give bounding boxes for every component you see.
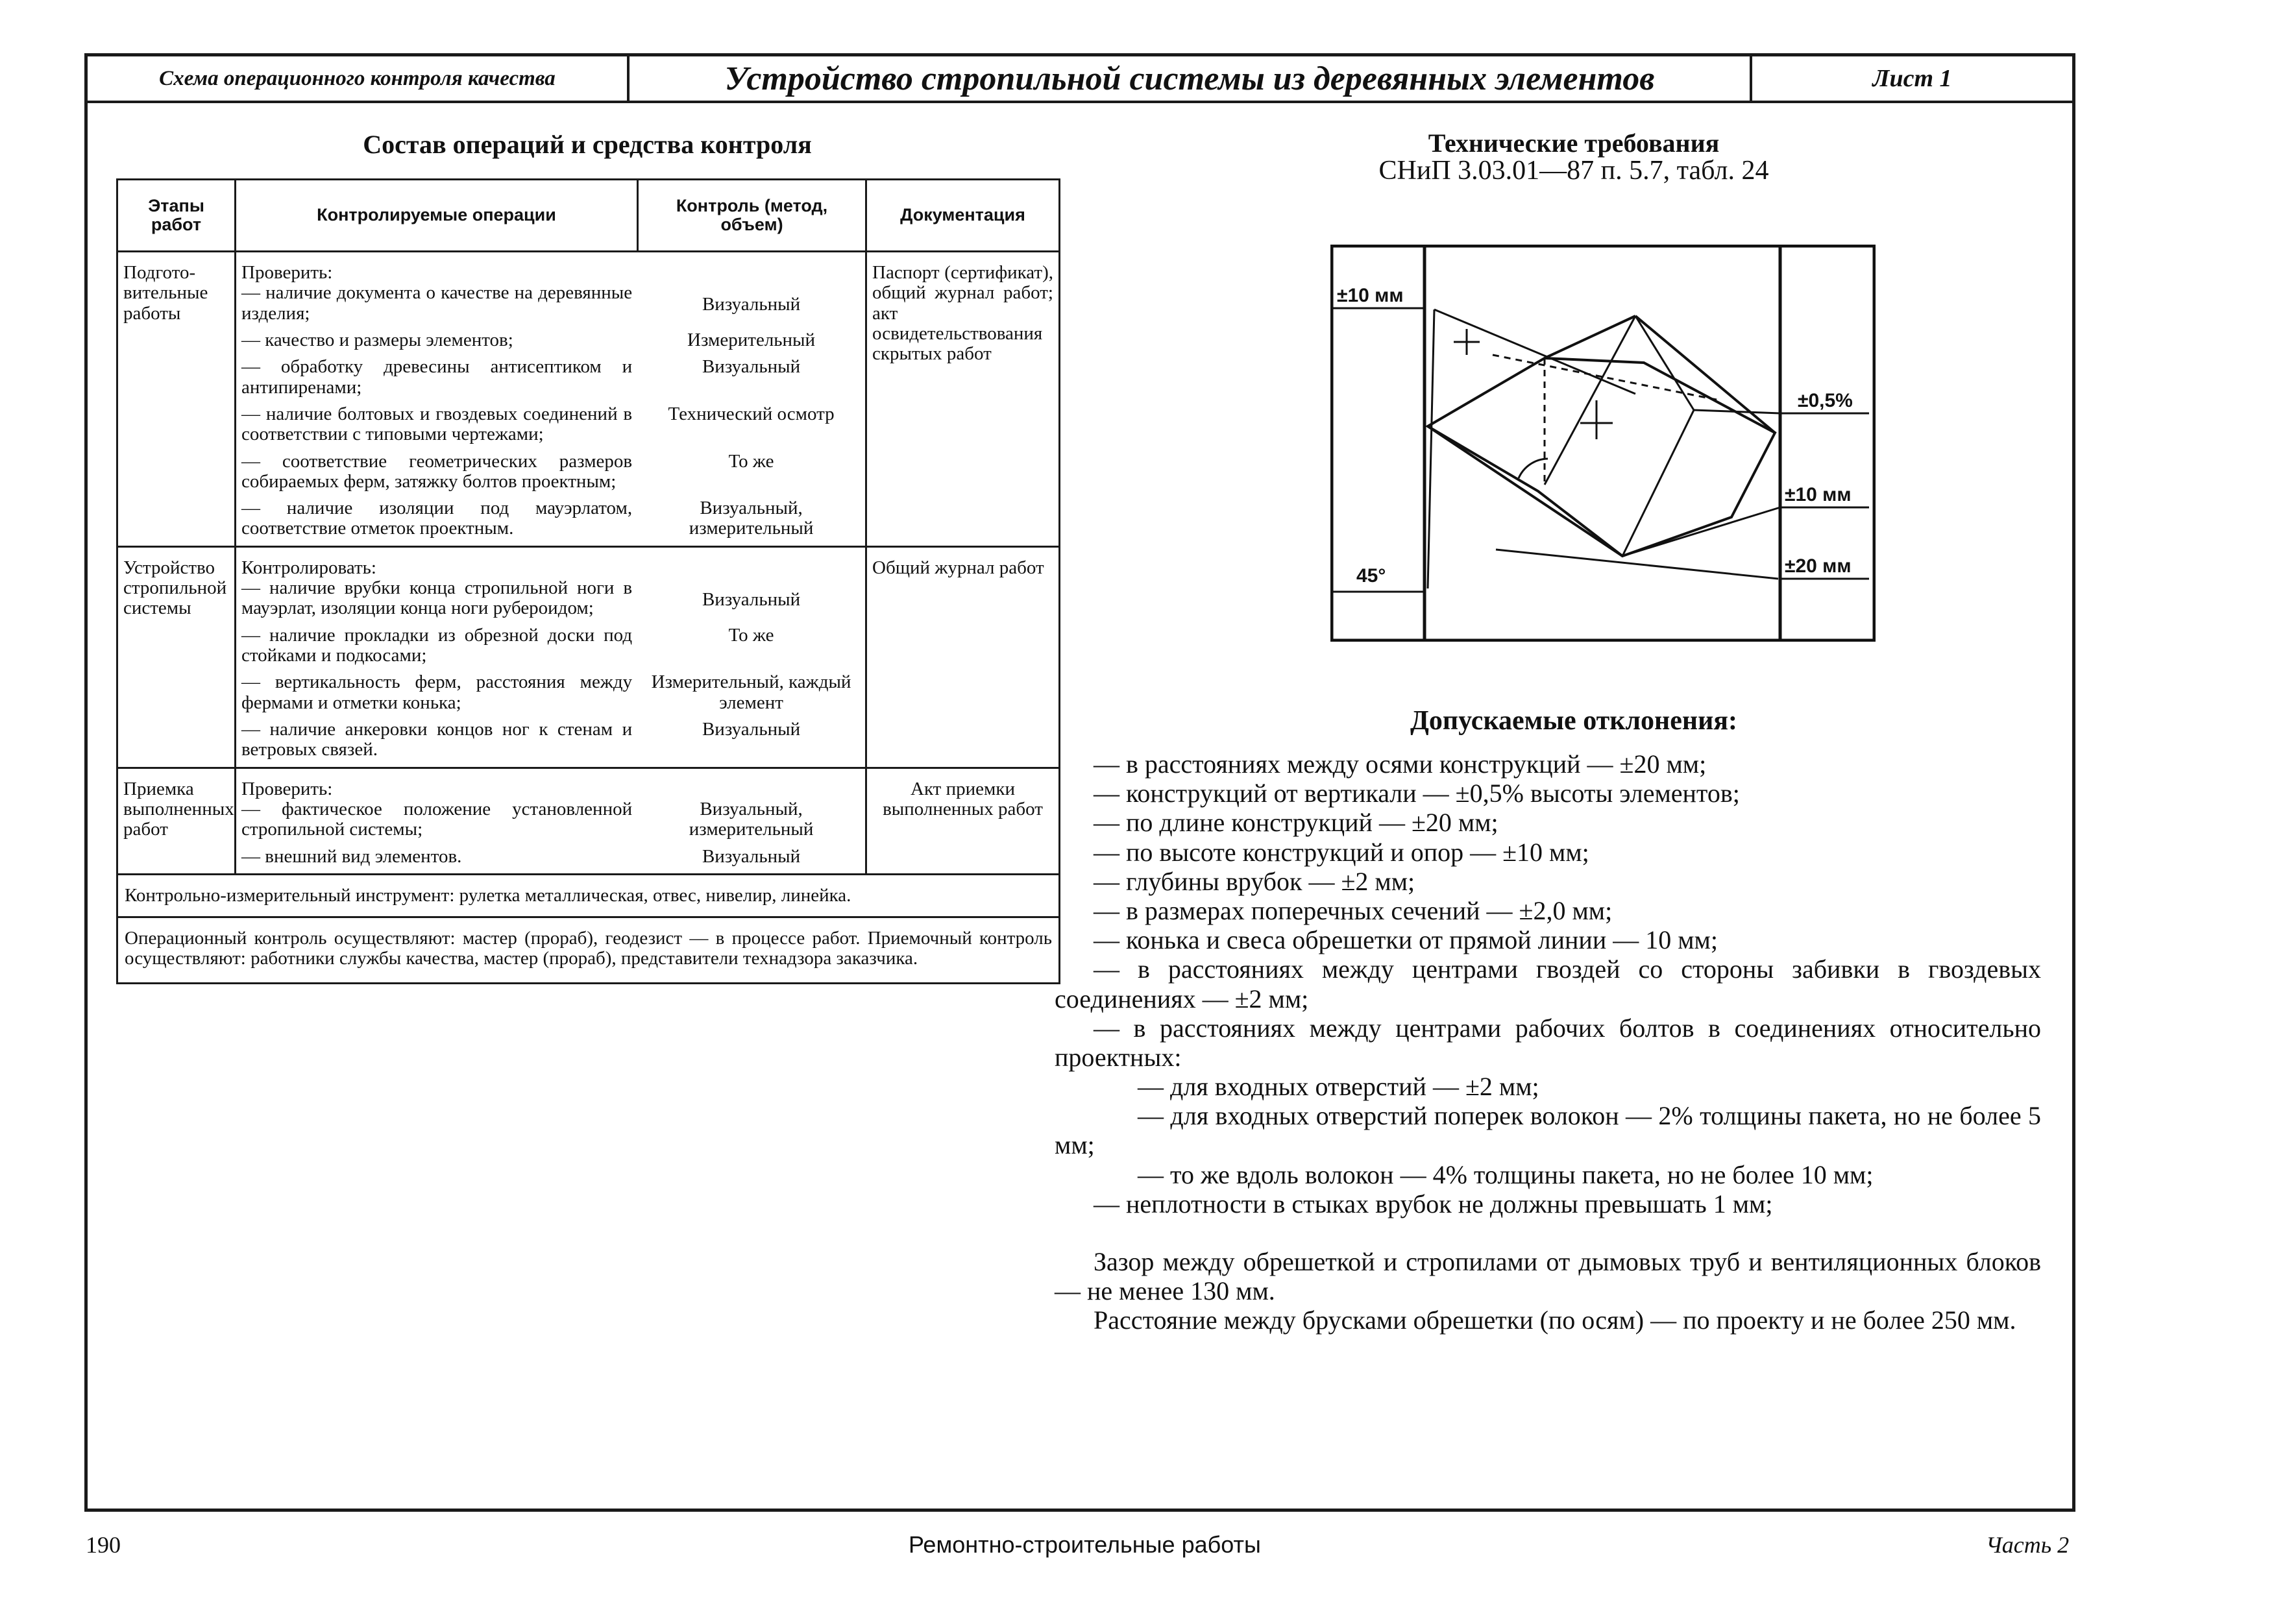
tolerance-label-length: ±20 мм (1785, 555, 1852, 577)
operation-text: — наличие документа о качестве на деревянные изделия; (241, 282, 633, 324)
operation-text: — качество и размеры элементов; (241, 329, 513, 350)
operation-text: — фактическое положение установленной стропильной системы; (241, 798, 633, 840)
control-method: То же (728, 450, 774, 472)
operation-text: — наличие изоляции под мауэрлатом, соответствие отметок проектным. (241, 498, 633, 539)
rafter-tolerance-diagram (1330, 245, 1876, 642)
ops-intro: Контролировать: (241, 557, 376, 578)
control-method: Визуальный, измерительный (689, 498, 814, 539)
ops-intro: Проверить: (241, 262, 333, 283)
control-method: Технический осмотр (668, 403, 835, 424)
operation-text: — наличие прокладки из обрезной доски под стойками и подкосами; (241, 624, 633, 666)
operation-text: — наличие врубки конца стропильной ноги в мауэрлат, изоляции конца ноги рубероидом; (241, 577, 633, 619)
table-header-row (117, 180, 1060, 252)
control-method: Визуальный (702, 718, 801, 740)
stage-cell: Устройство стропильной системы (117, 546, 236, 768)
header-scheme-title: Схема операционного контроля качества (88, 56, 630, 101)
tech-requirements-subtitle: СНиП 3.03.01—87 п. 5.7, табл. 24 (1378, 156, 1769, 186)
operation-text: — наличие болтовых и гвоздевых соединений в соответствии с типовыми чертежами; (241, 403, 633, 445)
control-method: Визуальный, измерительный (689, 798, 814, 840)
operation-text: — соответствие геометрических размеров собираемых ферм, затяжку болтов проектным; (241, 450, 633, 492)
list-item: — по высоте конструкций и опор — ±10 мм; (1094, 837, 1589, 867)
list-item: — глубины врубок — ±2 мм; (1094, 866, 1415, 896)
footer-part: Часть 2 (1986, 1532, 2070, 1558)
control-method: Визуальный (702, 294, 801, 315)
control-method: Визуальный (702, 356, 801, 378)
tolerance-label-vertical: ±0,5% (1798, 390, 1853, 411)
page-number: 190 (86, 1532, 121, 1558)
table-row (117, 252, 1060, 547)
list-item: — для входных отверстий поперек волокон — 2% толщины пакета, но не более 5 мм; (1055, 1101, 2041, 1160)
list-item: — в расстояниях между центрами рабочих болтов в соединениях относительно проектных: (1055, 1013, 2041, 1072)
control-method: Визуальный (702, 845, 801, 867)
deviations-title: Допускаемые отклонения: (1410, 706, 1737, 736)
table-row (117, 874, 1060, 917)
control-method: Измерительный, каждый элемент (651, 672, 851, 713)
list-item: — в расстояниях между осями конструкций — ±20 мм; (1094, 749, 1707, 779)
list-item: — то же вдоль волокон — 4% толщины пакета, но не более 10 мм; (1138, 1159, 1874, 1189)
footer-book-title: Ремонтно-строительные работы (909, 1531, 1261, 1558)
header-main-title: Устройство стропильной системы из деревянных элементов (630, 56, 1752, 101)
deviations-list (1055, 749, 2041, 1335)
list-item: — в размерах поперечных сечений — ±2,0 мм; (1094, 895, 1613, 925)
instrument-note: Контрольно-измерительный инструмент: рулетка металлическая, отвес, нивелир, линейка. (117, 874, 1060, 917)
documentation-cell: Акт приемки выполненных работ (866, 768, 1060, 874)
control-method: Визуальный (702, 589, 801, 611)
list-item: — по длине конструкций — ±20 мм; (1094, 808, 1498, 838)
col-header-operations: Контролируемые операции (236, 180, 638, 252)
control-note: Операционный контроль осуществляют: мастер (прораб), геодезист — в процессе работ. Приемочный контроль осуществляют: работники службы качества, мастер (прораб), представители технадзора заказчика. (117, 917, 1060, 984)
ops-intro: Проверить: (241, 778, 333, 799)
page-frame (84, 53, 2075, 1512)
header-sheet-number: Лист 1 (1872, 65, 1952, 92)
diagram-border (1332, 246, 1874, 640)
list-item: — конструкций от вертикали — ±0,5% высоты элементов; (1094, 779, 1740, 808)
list-item: — неплотности в стыках врубок не должны превышать 1 мм; (1094, 1189, 1773, 1218)
operation-text: — наличие анкеровки концов ног к стенам и ветровых связей. (241, 718, 633, 760)
operations-table (116, 178, 1060, 984)
documentation-cell: Паспорт (сертификат), общий журнал работ; акт освидетельствования скрытых работ (866, 252, 1060, 547)
col-header-control: Контроль (метод, объем) (638, 180, 866, 252)
operations-section-title: Состав операций и средства контроля (363, 130, 812, 159)
col-header-documentation: Документация (866, 180, 1060, 252)
list-item: — в расстояниях между центрами гвоздей со стороны забивки в гвоздевых соединениях — ±2 мм; (1055, 954, 2041, 1013)
sheet-header (88, 56, 2072, 103)
gap-paragraph: Зазор между обрешеткой и стропилами от дымовых труб и вентиляционных блоков — не менее 130 мм. (1055, 1247, 2041, 1306)
tolerance-label-height: ±10 мм (1785, 484, 1852, 505)
list-item: — для входных отверстий — ±2 мм; (1138, 1072, 1539, 1102)
table-row (117, 546, 1060, 768)
table-row (117, 917, 1060, 984)
control-method: То же (728, 624, 774, 646)
operation-text: — внешний вид элементов. (241, 845, 462, 867)
spacing-paragraph: Расстояние между брусками обрешетки (по осям) — по проекту и не более 250 мм. (1094, 1305, 2016, 1335)
tech-requirements-title: Технические требования (1428, 128, 1720, 158)
control-method: Измерительный (687, 329, 816, 350)
angle-label: 45° (1356, 565, 1386, 587)
operation-text: — вертикальность ферм, расстояния между фермами и отметки конька; (241, 672, 633, 713)
tolerance-label-top-left: ±10 мм (1337, 285, 1404, 306)
table-row (117, 768, 1060, 874)
operation-text: — обработку древесины антисептиком и антипиренами; (241, 356, 633, 398)
col-header-stages: Этапы работ (117, 180, 236, 252)
documentation-cell: Общий журнал работ (866, 546, 1060, 768)
list-item: — конька и свеса обрешетки от прямой линии — 10 мм; (1094, 925, 1718, 955)
stage-cell: Подгото-вительные работы (117, 252, 236, 547)
stage-cell: Приемка выполненных работ (117, 768, 236, 874)
